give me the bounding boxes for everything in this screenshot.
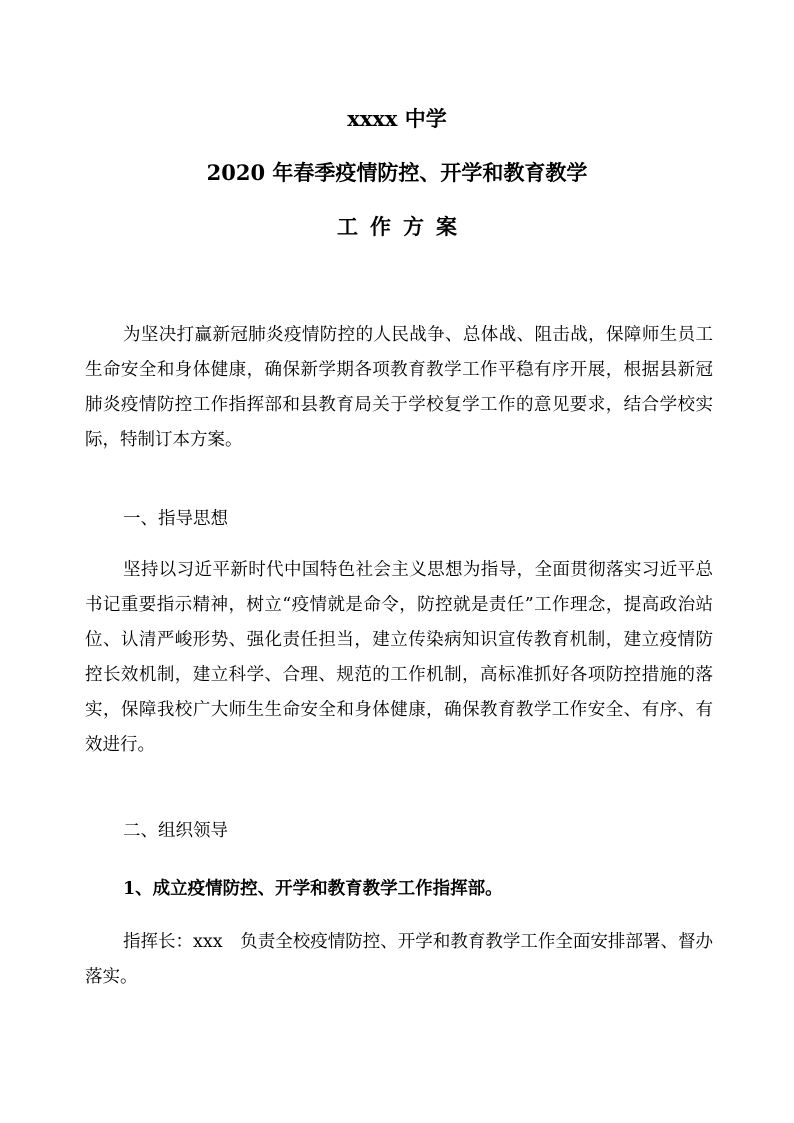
intro-paragraph: 为坚决打赢新冠肺炎疫情防控的人民战争、总体战、阻击战，保障师生员工生命安全和身体健康，确保新学期各项教育教学工作平稳有序开展，根据县新冠肺炎疫情防控工作指挥部和县教育局关于学校复学工作的意见要求，结合学校实际，特制订本方案。 xyxy=(85,325,713,450)
commander-paragraph: 指挥长：xxx 负责全校疫情防控、开学和教育教学工作全面安排部署、督办落实。 xyxy=(85,932,713,987)
document-title-school: xxxx 中学 xyxy=(347,106,447,131)
section-heading-organization: 二、组织领导 xyxy=(123,821,228,841)
document-title-plan: 工作方案 xyxy=(337,214,469,239)
section-heading-guiding-ideology: 一、指导思想 xyxy=(123,509,228,529)
guiding-ideology-paragraph: 坚持以习近平新时代中国特色社会主义思想为指导，全面贯彻落实习近平总书记重要指示精神，树立“疫情就是命令，防控就是责任”工作理念，提高政治站位、认清严峻形势、强化责任担当，建立传染病知识宣传教育机制，建立疫情防控长效机制，建立科学、合理、规范的工作机制，高标准抓好各项防控措施的落实，保障我校广大师生生命安全和身体健康，确保教育教学工作安全、有序、有效进行。 xyxy=(85,560,713,755)
document-title-main: 2020 年春季疫情防控、开学和教育教学 xyxy=(206,160,588,185)
subsection-heading-command-center: 1、成立疫情防控、开学和教育教学工作指挥部。 xyxy=(123,879,503,899)
